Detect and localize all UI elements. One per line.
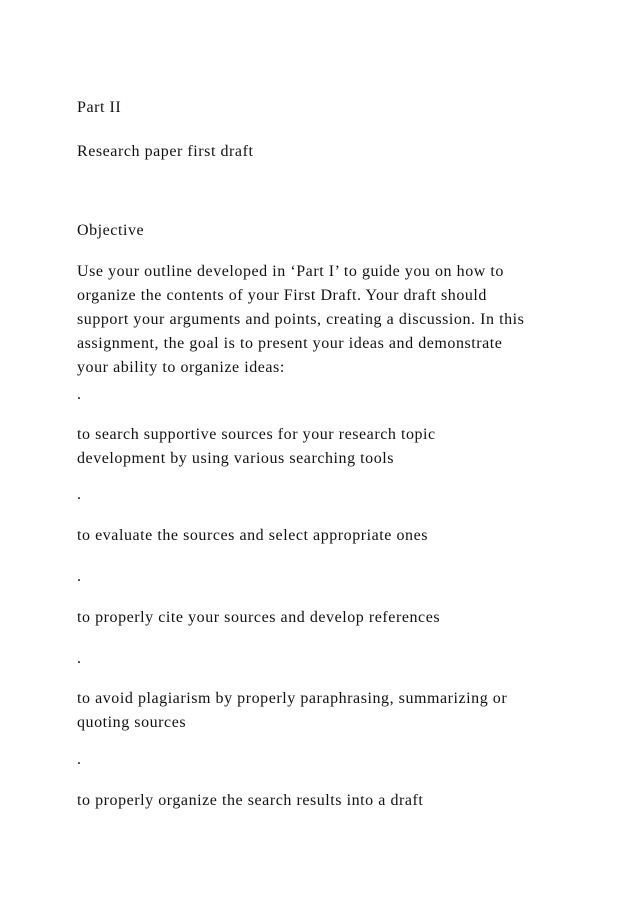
part-label: Part II bbox=[77, 99, 122, 116]
list-item-line: development by using various searching tools bbox=[77, 450, 395, 467]
bullet-marker: . bbox=[77, 486, 81, 503]
list-item-line: to evaluate the sources and select appropriate ones bbox=[77, 527, 429, 544]
list-item bbox=[77, 423, 577, 471]
intro-line: Use your outline developed in ‘Part I’ to guide you on how to bbox=[77, 263, 504, 280]
list-item bbox=[77, 524, 577, 548]
section-heading: Objective bbox=[77, 222, 145, 239]
list-item-line: quoting sources bbox=[77, 714, 187, 731]
list-item-line: to avoid plagiarism by properly paraphrasing, summarizing or bbox=[77, 690, 508, 707]
list-item-line: to search supportive sources for your research topic bbox=[77, 426, 436, 443]
list-item bbox=[77, 606, 577, 630]
bullet-marker: . bbox=[77, 386, 81, 403]
intro-paragraph bbox=[77, 260, 577, 380]
intro-line: your ability to organize ideas: bbox=[77, 359, 285, 376]
bullet-marker: . bbox=[77, 568, 81, 585]
intro-line: organize the contents of your First Draft. Your draft should bbox=[77, 287, 487, 304]
list-item bbox=[77, 687, 577, 735]
bullet-marker: . bbox=[77, 751, 81, 768]
list-item bbox=[77, 789, 577, 813]
list-item-line: to properly organize the search results into a draft bbox=[77, 792, 424, 809]
bullet-marker: . bbox=[77, 650, 81, 667]
intro-line: assignment, the goal is to present your ideas and demonstrate bbox=[77, 335, 503, 352]
list-item-line: to properly cite your sources and develop references bbox=[77, 609, 441, 626]
intro-line: support your arguments and points, creating a discussion. In this bbox=[77, 311, 525, 328]
document-subtitle: Research paper first draft bbox=[77, 143, 254, 160]
